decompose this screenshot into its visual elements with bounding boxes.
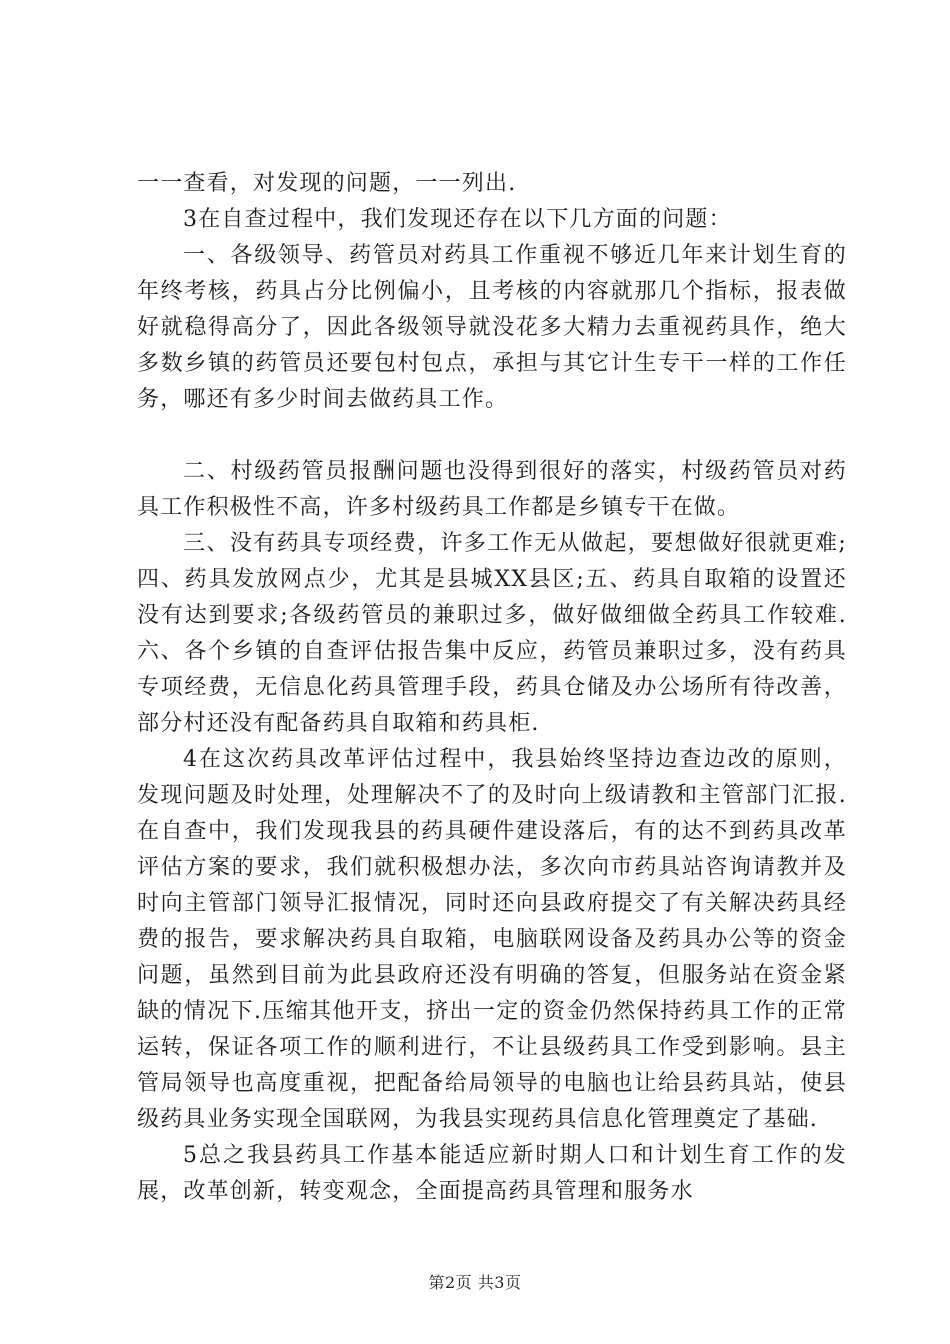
document-body <box>137 166 847 1210</box>
page-number-footer: 第2页 共3页 <box>428 1273 522 1292</box>
paragraph-problem-3: 三、没有药具专项经费，许多工作无从做起，要想做好很就更难;四、药具发放网点少，尤其是县城XX县区;五、药具自取箱的设置还没有达到要求;各级药管员的兼职过多，做好做细做全药具工作较难.六、各个乡镇的自查评估报告集中反应，药管员兼职过多，没有药具专项经费，无信息化药具管理手段，药具仓储及办公场所有待改善，部分村还没有配备药具自取箱和药具柜. <box>137 531 847 736</box>
paragraph-problem-1: 一、各级领导、药管员对药具工作重视不够近几年来计划生育的年终考核，药具占分比例偏小，且考核的内容就那几个指标，报表做好就稳得高分了，因此各级领导就没花多大精力去重视药具作，绝大多数乡镇的药管员还要包村包点，承担与其它计生专干一样的工作任务，哪还有多少时间去做药具工作。 <box>137 243 847 412</box>
paragraph-problem-2: 二、村级药管员报酬问题也没得到很好的落实，村级药管员对药具工作积极性不高，许多村级药具工作都是乡镇专干在做。 <box>137 459 847 520</box>
paragraph-rectification: 4在这次药具改革评估过程中，我县始终坚持边查边改的原则，发现问题及时处理，处理解决不了的及时向上级请教和主管部门汇报.在自查中，我们发现我县的药具硬件建设落后，有的达不到药具改革评估方案的要求，我们就积极想办法，多次向市药具站咨询请教并及时向主管部门领导汇报情况，同时还向县政府提交了有关解决药具经费的报告，要求解决药具自取箱，电脑联网设备及药具办公等的资金问题，虽然到目前为此县政府还没有明确的答复，但服务站在资金紧缺的情况下.压缩其他开支，挤出一定的资金仍然保持药具工作的正常运转，保证各项工作的顺利进行，不让县级药具工作受到影响。县主管局领导也高度重视，把配备给局领导的电脑也让给县药具站，使县级药具业务实现全国联网，为我县实现药具信息化管理奠定了基础. <box>137 747 847 1132</box>
paragraph-problems-intro: 3在自查过程中，我们发现还存在以下几方面的问题： <box>183 207 732 232</box>
paragraph-continuation: 一一查看，对发现的问题，一一列出. <box>137 171 517 196</box>
paragraph-summary: 5总之我县药具工作基本能适应新时期人口和计划生育工作的发展，改革创新，转变观念，全面提高药具管理和服务水 <box>137 1143 847 1204</box>
